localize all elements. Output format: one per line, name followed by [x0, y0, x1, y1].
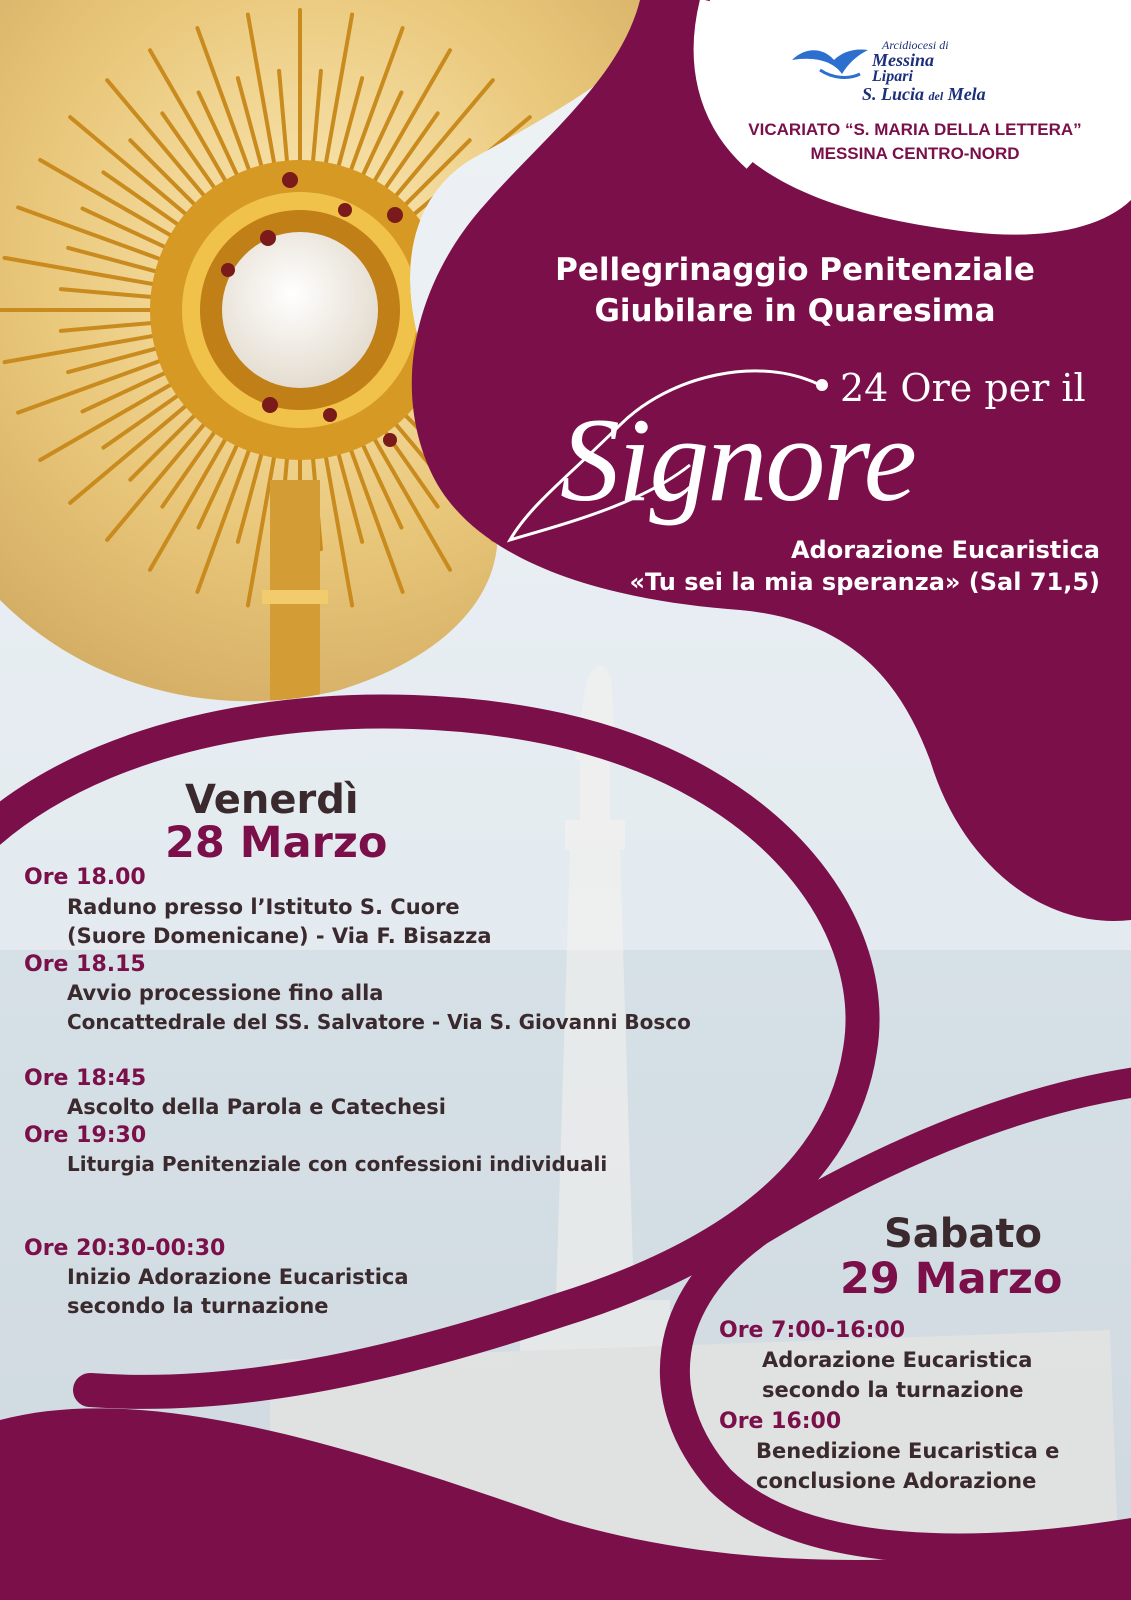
friday-time-1: Ore 18.00 [24, 865, 146, 890]
saturday-desc-2b: conclusione Adorazione [756, 1469, 1037, 1493]
friday-desc-3: Ascolto della Parola e Catechesi [67, 1095, 446, 1119]
saturday-date: 29 Marzo [840, 1254, 1063, 1304]
logo-line-2: Messina [872, 50, 935, 70]
saturday-time-2: Ore 16:00 [719, 1409, 842, 1434]
logo-line-4 [862, 84, 986, 105]
vicariato-heading [720, 118, 1110, 166]
friday-desc-1b: (Suore Domenicane) - Via F. Bisazza [67, 924, 492, 948]
event-title [470, 250, 1120, 332]
script-title-small: 24 Ore per il [840, 366, 1086, 410]
event-title-line-2: Giubilare in Quaresima [594, 293, 996, 329]
logo-line-3: Lipari [872, 68, 913, 85]
friday-desc-4: Liturgia Penitenziale con confessioni individuali [67, 1152, 608, 1176]
vicariato-line-2: MESSINA CENTRO-NORD [810, 144, 1020, 163]
logo-line-4-b: del [928, 89, 944, 103]
friday-day: Venerdì [185, 777, 359, 823]
friday-desc-1a: Raduno presso l’Istituto S. Cuore [67, 895, 460, 919]
logo-line-4-c: Mela [947, 84, 986, 104]
event-subtitle-line-2: «Tu sei la mia speranza» (Sal 71,5) [629, 568, 1100, 596]
saturday-desc-1a: Adorazione Eucaristica [762, 1348, 1033, 1372]
friday-time-4: Ore 19:30 [24, 1123, 147, 1148]
friday-date: 28 Marzo [165, 818, 388, 868]
logo-line-1: Arcidiocesi di [882, 38, 949, 52]
archdiocese-logo [790, 32, 1020, 112]
friday-desc-2b: Concattedrale del SS. Salvatore - Via S. Giovanni Bosco [67, 1010, 691, 1034]
event-subtitle-line-1: Adorazione Eucaristica [790, 536, 1100, 564]
script-title-big: Signore [560, 393, 915, 526]
vicariato-line-1: VICARIATO “S. MARIA DELLA LETTERA” [748, 120, 1082, 139]
saturday-day: Sabato [884, 1211, 1043, 1257]
saturday-desc-2a: Benedizione Eucaristica e [756, 1439, 1060, 1463]
friday-time-2: Ore 18.15 [24, 952, 146, 977]
friday-desc-5a: Inizio Adorazione Eucaristica [67, 1265, 409, 1289]
event-subtitle [540, 534, 1100, 598]
saturday-time-1: Ore 7:00-16:00 [719, 1318, 906, 1343]
friday-desc-5b: secondo la turnazione [67, 1294, 329, 1318]
dove-icon [790, 38, 870, 88]
saturday-desc-1b: secondo la turnazione [762, 1378, 1024, 1402]
friday-time-5: Ore 20:30-00:30 [24, 1236, 226, 1261]
friday-desc-2a: Avvio processione fino alla [67, 981, 384, 1005]
event-title-line-1: Pellegrinaggio Penitenziale [555, 252, 1035, 288]
logo-line-4-a: S. Lucia [862, 84, 925, 104]
friday-time-3: Ore 18:45 [24, 1066, 147, 1091]
